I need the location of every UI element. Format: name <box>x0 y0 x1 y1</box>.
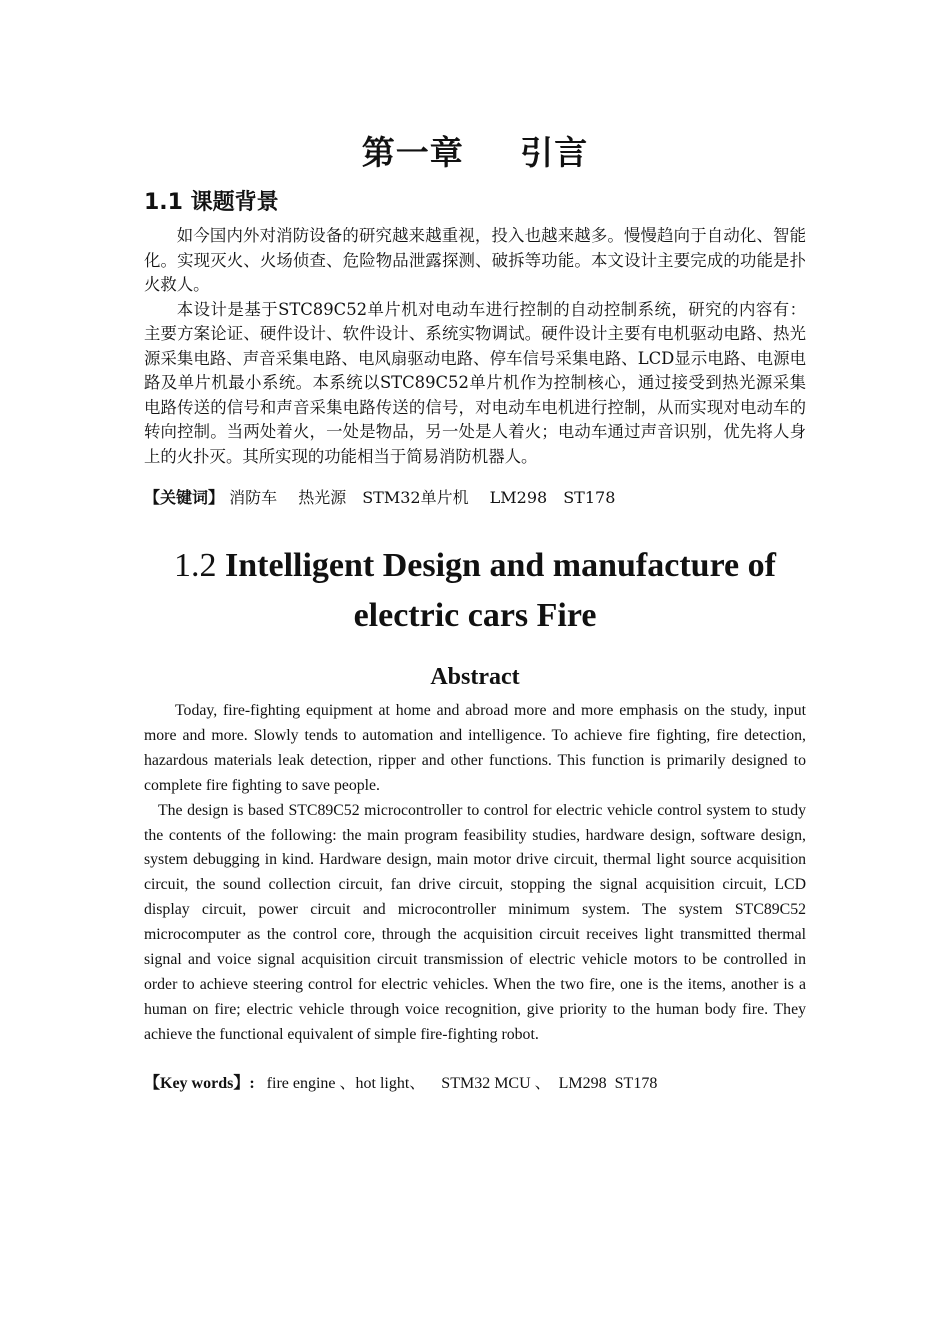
english-keywords-text: fire engine 、hot light、 STM32 MCU 、 LM298 ST178 <box>254 1074 658 1092</box>
english-section-title-text: Intelligent Design and manufacture of electric cars Fire <box>225 547 776 634</box>
chinese-keywords-text: 消防车 热光源 STM32单片机 LM298 ST178 <box>224 488 616 507</box>
chinese-paragraph-1: 如今国内外对消防设备的研究越来越重视，投入也越来越多。慢慢趋向于自动化、智能化。实现灭火、火场侦查、危险物品泄露探测、破拆等功能。本文设计主要完成的功能是扑火救人。 <box>144 226 806 294</box>
english-section-title <box>124 541 826 641</box>
chinese-abstract-body <box>144 224 806 469</box>
abstract-heading: Abstract <box>430 664 520 690</box>
english-keywords-label: 【Key words】: <box>144 1074 255 1092</box>
english-section-number: 1.2 <box>174 547 217 584</box>
chinese-keywords <box>144 483 806 513</box>
section-heading-background: 1.1 课题背景 <box>144 190 279 215</box>
chinese-paragraph-2: 本设计是基于STC89C52单片机对电动车进行控制的自动控制系统，研究的内容有：主要方案论证、硬件设计、软件设计、系统实物调试。硬件设计主要有电机驱动电路、热光源采集电路、声音采集电路、电风扇驱动电路、停车信号采集电路、LCD显示电路、电源电路及单片机最小系统。本系统以STC89C52单片机作为控制核心，通过接受到热光源采集电路传送的信号和声音采集电路传送的信号，对电动车电机进行控制，从而实现对电动车的转向控制。当两处着火，一处是物品，另一处是人着火；电动车通过声音识别，优先将人身上的火扑灭。其所实现的功能相当于简易消防机器人。 <box>144 299 806 466</box>
chinese-keywords-label: 【关键词】 <box>144 488 225 507</box>
english-keywords <box>144 1072 806 1096</box>
english-paragraph-2: The design is based STC89C52 microcontroller to control for electric vehicle control system to study the contents of the following: the main program feasibility studies, hardware design, software design, system debugging in kind. Hardware design, main motor drive circuit, thermal light source acquisition circuit, the sound collection circuit, fan drive circuit, stopping the signal acquisition circuit, LCD display circuit, power circuit and microcontroller minimum system. The system STC89C52 microcomputer as the control core, through the acquisition circuit receives light transmitted thermal signal and voice signal acquisition circuit transmission of electric vehicle motors to be controlled in order to achieve steering control for electric vehicles. When the two fire, one is the items, another is a human on fire; electric vehicle through voice recognition, give priority to the human body fire. They achieve the functional equivalent of simple fire-fighting robot. <box>144 801 806 1043</box>
chapter-title: 第一章 引言 <box>361 133 589 172</box>
page-content <box>144 128 806 1096</box>
english-paragraph-1: Today, fire-fighting equipment at home and abroad more and more emphasis on the study, input more and more. Slowly tends to automation and intelligence. To achieve fire fighting, fire detection, hazardous materials leak detection, ripper and other functions. This function is primarily designed to complete fire fighting to save people. <box>144 702 806 794</box>
